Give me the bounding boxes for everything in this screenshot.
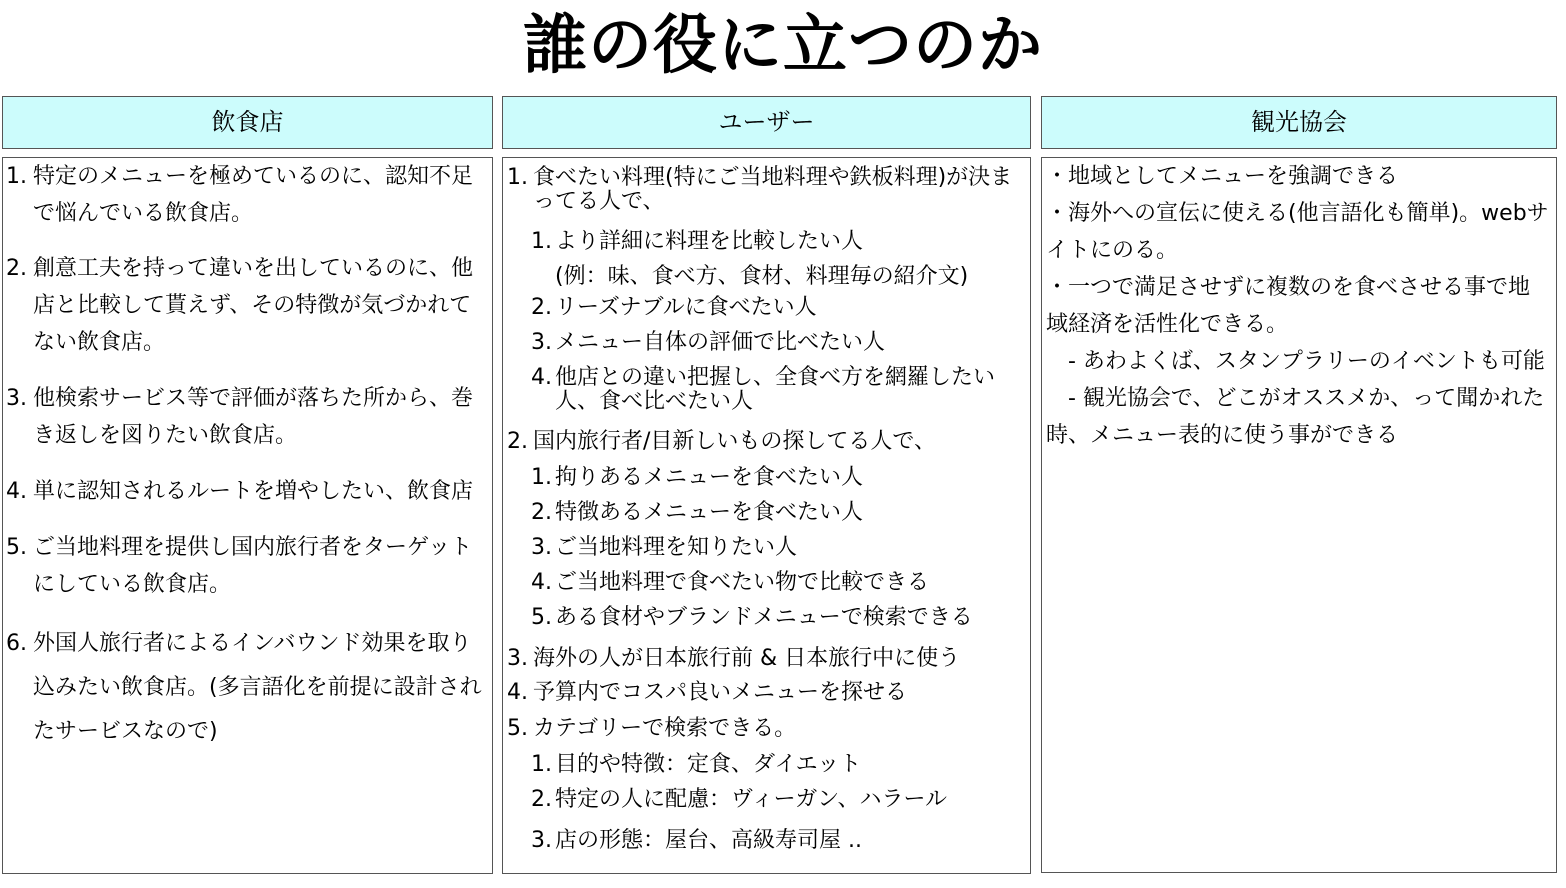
list-number: 2. [531,500,552,525]
column-header-user: ユーザー [502,96,1031,149]
list-number: 3. [531,330,552,355]
list-text: 外国人旅行者によるインバウンド効果を取り込みたい飲食店。(多言語化を前提に設計されたサービスなので) [33,631,482,744]
benefit-line: ・海外への宣伝に使える(他言語化も簡単)。webサイトにのる。 [1046,201,1549,263]
list-text: ご当地料理で食べたい物で比較できる [555,570,930,595]
list-text: 特定の人に配慮：ヴィーガン、ハラール [555,787,948,812]
list-number: 6. [6,631,27,656]
list-number: 4. [507,680,528,705]
list-number: 2. [507,429,528,454]
benefit-line: - 観光協会で、どこがオススメか、って聞かれた時、メニュー表的に使う事ができる [1046,386,1545,448]
list-item [3,380,492,454]
list-text: ご当地料理を知りたい人 [555,535,798,560]
benefit-line: ・地域としてメニューを強調できる [1046,164,1399,189]
list-item [3,158,492,232]
list-number: 1. [531,752,552,777]
list-text: メニュー自体の評価で比べたい人 [555,330,886,355]
sub-list-item [503,290,1030,325]
list-number: 1. [6,164,27,189]
list-text: 創意工夫を持って違いを出しているのに、他店と比較して貰えず、その特徴が気づかれてない飲食店。 [33,256,474,355]
sub-list-item [503,782,1030,817]
list-text: 海外の人が日本旅行前 & 日本旅行中に使う [533,646,961,671]
list-number: 4. [6,479,27,504]
list-text: 国内旅行者/目新しいもの探してる人で、 [533,429,936,454]
list-number: 5. [6,535,27,560]
list-text: カテゴリーで検索できる。 [533,716,797,741]
column-header-restaurant: 飲食店 [2,96,493,149]
list-text: 予算内でコスパ良いメニューを探せる [533,680,908,705]
list-number: 2. [531,787,552,812]
sub-list-item [503,224,1030,294]
list-text: 店の形態：屋台、高級寿司屋 .. [555,828,862,853]
sub-list-item [503,460,1030,495]
sub-list-item [503,530,1030,565]
user-column-box [502,157,1031,874]
list-text: 他店との違い把握し、全食べ方を網羅したい人、食べ比べたい人 [555,365,996,414]
list-number: 5. [531,605,552,630]
benefit-line: - あわよくば、スタンプラリーのイベントも可能 [1046,349,1545,374]
list-number: 3. [531,828,552,853]
list-item [3,250,492,361]
list-text-line: (例：味、食べ方、食材、料理毎の紹介文) [555,264,969,289]
list-number: 2. [531,295,552,320]
sub-list-item [503,565,1030,600]
tourism-association-column-box [1041,157,1557,873]
restaurant-column-box [2,157,493,874]
list-text: リーズナブルに食べたい人 [555,295,817,320]
list-item [503,711,1030,747]
list-text-line: より詳細に料理を比較したい人 [555,229,864,254]
list-item [503,424,1030,460]
list-item [3,529,492,603]
sub-list-item [503,600,1030,635]
sub-list-item [503,325,1030,360]
list-number: 3. [507,646,528,671]
list-number: 2. [6,256,27,281]
list-item [3,473,492,510]
list-number: 4. [531,570,552,595]
list-item [3,622,492,754]
sub-list-item [503,747,1030,782]
sub-list-item [503,823,1030,858]
list-text: 他検索サービス等で評価が落ちた所から、巻き返しを図りたい飲食店。 [33,386,474,448]
list-text: ご当地料理を提供し国内旅行者をターゲットにしている飲食店。 [33,535,473,597]
page-title: 誰の役に立つのか [523,9,1043,83]
list-text: 食べたい料理(特にご当地料理や鉄板料理)が決まってる人で、 [533,165,1013,214]
list-text: 単に認知されるルートを増やしたい、飲食店 [33,479,474,504]
list-text: 目的や特徴：定食、ダイエット [555,752,862,777]
list-text [555,224,1030,294]
list-number: 1. [531,465,552,490]
list-item [503,641,1030,677]
list-text: 特徴あるメニューを食べたい人 [555,500,864,525]
list-text: 拘りあるメニューを食べたい人 [555,465,864,490]
list-item [503,675,1030,711]
list-number: 3. [531,535,552,560]
list-text: 特定のメニューを極めているのに、認知不足で悩んでいる飲食店。 [33,164,474,226]
benefit-line: ・一つで満足させずに複数のを食べさせる事で地域経済を活性化できる。 [1046,275,1531,337]
list-text: ある食材やブランドメニューで検索できる [555,605,973,630]
sub-list-item [503,495,1030,530]
list-item [503,166,1030,214]
list-number: 1. [507,165,528,190]
list-number: 3. [6,386,27,411]
list-number: 4. [531,365,552,390]
column-header-tourism-association: 観光協会 [1041,96,1557,149]
list-number: 5. [507,716,528,741]
list-number: 1. [531,229,552,254]
sub-list-item [503,366,1030,414]
